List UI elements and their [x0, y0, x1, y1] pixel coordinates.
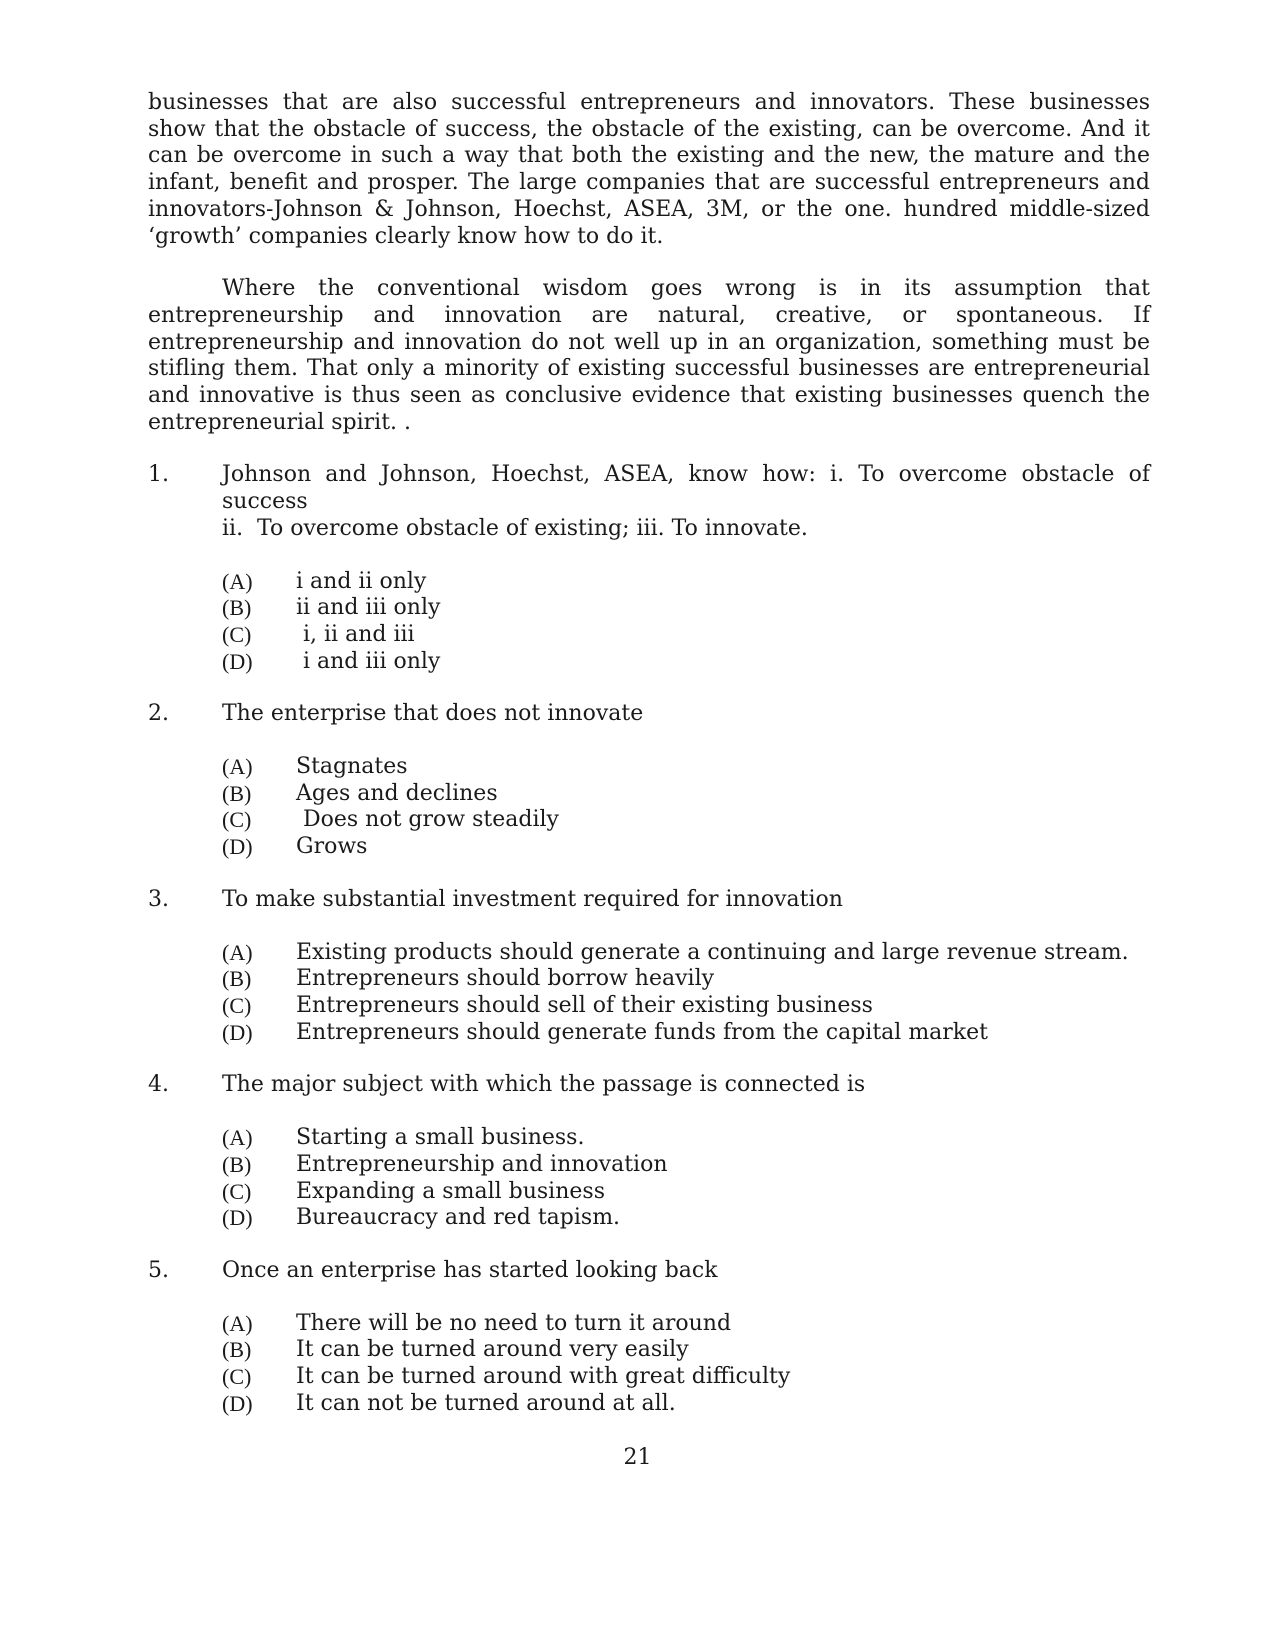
question-text: The major subject with which the passage is connected is [222, 1072, 866, 1098]
question-number: 1. [148, 462, 169, 488]
option-letter: (C) [222, 1178, 252, 1204]
option-list [222, 1311, 1150, 1418]
option-d [222, 649, 1150, 676]
question-text: Once an enterprise has started looking back [222, 1257, 718, 1283]
option-c [222, 807, 1150, 834]
option-text: Bureaucracy and red tapism. [296, 1205, 621, 1231]
option-letter: (D) [222, 648, 253, 674]
question-4 [148, 1072, 1150, 1232]
option-letter: (D) [222, 1205, 253, 1231]
option-a [222, 754, 1150, 781]
option-list [222, 569, 1150, 676]
option-text: i and iii only [296, 648, 441, 674]
option-text: Stagnates [296, 754, 408, 780]
option-letter: (C) [222, 807, 252, 833]
question-number: 4. [148, 1072, 169, 1098]
question-2 [148, 701, 1150, 861]
option-text: Ages and declines [296, 780, 498, 806]
option-letter: (B) [222, 780, 252, 806]
option-text: Grows [296, 834, 368, 860]
option-text: It can not be turned around at all. [296, 1390, 676, 1416]
option-c [222, 1364, 1150, 1391]
passage-paragraph-1: businesses that are also successful entrepreneurs and innovators. These businesses show that the obstacle of success, the obstacle of the existing, can be overcome. And it can be overcome in such a way that both the existing and the new, the mature and the infant, benefit and prosper. The large companies that are successful entrepreneurs and innovators-Johnson & Johnson, Hoechst, ASEA, 3M, or the one. hundred middle-sized ‘growth’ companies clearly know how to do it. [148, 90, 1150, 249]
question-number: 3. [148, 886, 169, 912]
option-letter: (D) [222, 834, 253, 860]
option-d [222, 1205, 1150, 1232]
option-a [222, 569, 1150, 596]
option-letter: (B) [222, 595, 252, 621]
option-text: Existing products should generate a continuing and large revenue stream. [296, 939, 1129, 965]
option-c [222, 1179, 1150, 1206]
option-text: i and ii only [296, 568, 427, 594]
option-d [222, 1391, 1150, 1418]
option-letter: (D) [222, 1019, 253, 1045]
option-list [222, 1125, 1150, 1232]
option-letter: (A) [222, 1310, 253, 1336]
option-letter: (B) [222, 1337, 252, 1363]
option-c [222, 622, 1150, 649]
option-text: ii and iii only [296, 595, 441, 621]
option-text: Entrepreneurs should borrow heavily [296, 966, 715, 992]
option-letter: (C) [222, 1364, 252, 1390]
option-a [222, 1125, 1150, 1152]
option-text: Starting a small business. [296, 1125, 585, 1151]
option-letter: (C) [222, 621, 252, 647]
option-list [222, 940, 1150, 1047]
option-d [222, 834, 1150, 861]
option-letter: (A) [222, 568, 253, 594]
option-letter: (C) [222, 992, 252, 1018]
option-b [222, 1152, 1150, 1179]
option-text: There will be no need to turn it around [296, 1310, 732, 1336]
question-number: 5. [148, 1257, 169, 1283]
question-text: The enterprise that does not innovate [222, 701, 644, 727]
question-body [222, 1072, 1150, 1232]
option-list [222, 754, 1150, 861]
option-a [222, 940, 1150, 967]
question-body [222, 887, 1150, 1047]
option-a [222, 1311, 1150, 1338]
question-text-line-2: ii. To overcome obstacle of existing; iii. To innovate. [222, 515, 808, 541]
question-list [148, 462, 1150, 1417]
page-number: 21 [623, 1445, 652, 1470]
question-number: 2. [148, 701, 169, 727]
question-body [222, 462, 1150, 675]
option-b [222, 781, 1150, 808]
question-5 [148, 1258, 1150, 1418]
option-text: It can be turned around very easily [296, 1337, 689, 1363]
option-b [222, 966, 1150, 993]
option-text: Expanding a small business [296, 1178, 605, 1204]
document-page [148, 90, 1150, 1443]
option-text: Entrepreneurs should generate funds from the capital market [296, 1019, 989, 1045]
question-text: To make substantial investment required for innovation [222, 886, 843, 912]
option-text: i, ii and iii [296, 621, 415, 647]
option-letter: (A) [222, 939, 253, 965]
option-text: Entrepreneurship and innovation [296, 1151, 668, 1177]
option-text: It can be turned around with great difficulty [296, 1364, 791, 1390]
option-letter: (B) [222, 1151, 252, 1177]
question-1 [148, 462, 1150, 675]
passage-paragraph-2: Where the conventional wisdom goes wrong is in its assumption that entrepreneurship and innovation are natural, creative, or spontaneous. If entrepreneurship and innovation do not well up in an organization, something must be stifling them. That only a minority of existing successful businesses are entrepreneurial and innovative is thus seen as conclusive evidence that existing businesses quench the entrepreneurial spirit. . [148, 276, 1150, 435]
option-d [222, 1020, 1150, 1047]
option-text: Does not grow steadily [296, 807, 559, 833]
question-text: Johnson and Johnson, Hoechst, ASEA, know how: i. To overcome obstacle of success [222, 462, 1150, 515]
option-letter: (B) [222, 966, 252, 992]
question-3 [148, 887, 1150, 1047]
option-text: Entrepreneurs should sell of their existing business [296, 992, 873, 1018]
option-letter: (A) [222, 754, 253, 780]
question-body [222, 701, 1150, 861]
option-b [222, 1337, 1150, 1364]
option-b [222, 595, 1150, 622]
option-letter: (D) [222, 1390, 253, 1416]
option-c [222, 993, 1150, 1020]
question-body [222, 1258, 1150, 1418]
option-letter: (A) [222, 1125, 253, 1151]
